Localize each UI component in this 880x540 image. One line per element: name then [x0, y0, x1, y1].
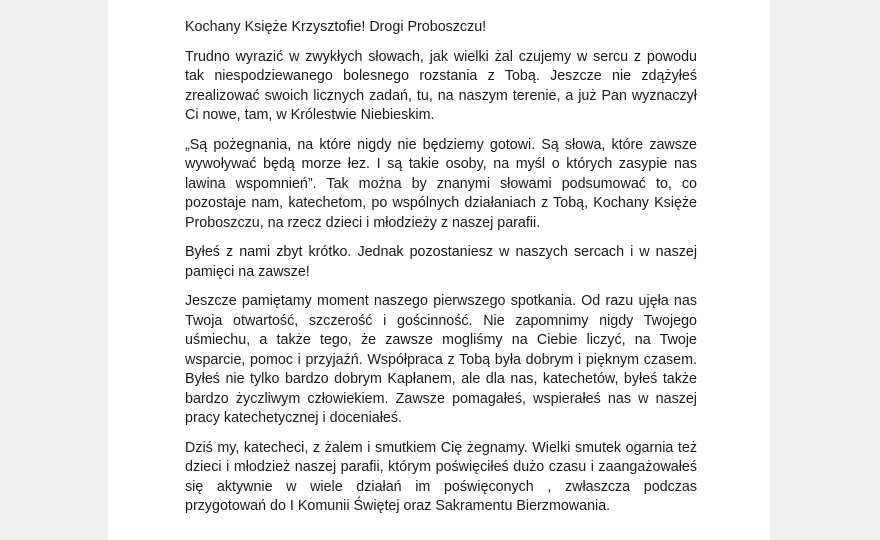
paragraph-line: Twoja otwartość, szczerość i gościnność. Nie zapomnimy nigdy Twojego: [185, 312, 697, 329]
paragraph-line: wsparcie, pomoc i przyjaźń. Współpraca z Tobą była dobrym i pięknym czasem.: [185, 351, 697, 368]
letter-paragraph: [185, 136, 697, 234]
paragraph-line: Proboszczu, na rzecz dzieci i młodzieży z naszej parafii.: [185, 214, 541, 231]
paragraph-line: się aktywnie w wiele działań im poświęconych , zwłaszcza podczas: [185, 478, 697, 495]
letter-paragraph: [185, 243, 697, 282]
paragraph-line: pracy katechetycznej i doceniałeś.: [185, 410, 402, 426]
paragraph-line: dzieci i młodzież naszej parafii, którym poświęciłeś dużo czasu i zaangażowałeś: [185, 459, 697, 475]
document-page: [108, 0, 770, 540]
paragraph-line: pozostaje nam, katechetom, po wspólnych działaniach z Tobą, Kochany Księże: [185, 195, 697, 211]
paragraph-line: uśmiechu, a także tego, że zawsze mogliśmy na Ciebie liczyć, na Twoje: [185, 332, 697, 348]
paragraph-line: pamięci na zawsze!: [185, 263, 310, 280]
paragraph-line: Byłeś nie tylko bardzo dobrym Kapłanem, ale dla nas, katechetów, byłeś także: [185, 371, 697, 387]
paragraph-line: zrealizować swoich licznych zadań, tu, na naszym terenie, a już Pan wyznaczył: [185, 87, 697, 104]
paragraph-line: lawina wspomnień”. Tak można by znanymi słowami podsumować to, co: [185, 175, 697, 192]
letter-paragraph: [185, 292, 697, 429]
paragraph-line: przygotowań do I Komunii Świętej oraz Sakramentu Bierzmowania.: [185, 498, 611, 514]
paragraph-line: Trudno wyrazić w zwykłych słowach, jak wielki żal czujemy w sercu z powodu: [185, 48, 697, 65]
letter-body: [185, 18, 697, 527]
letter-paragraph: [185, 439, 697, 517]
paragraph-line: bardzo życzliwym człowiekiem. Zawsze pomagałeś, wspierałeś nas w naszej: [185, 390, 697, 407]
letter-salutation: Kochany Księże Krzysztofie! Drogi Proboszczu!: [185, 19, 487, 35]
paragraph-line: Jeszcze pamiętamy moment naszego pierwszego spotkania. Od razu ujęła nas: [185, 293, 697, 309]
paragraph-line: wywoływać będą morze łez. I są takie osoby, na myśl o których zasypie nas: [185, 156, 697, 172]
letter-paragraph: [185, 48, 697, 126]
paragraph-line: „Są pożegnania, na które nigdy nie będziemy gotowi. Są słowa, które zawsze: [185, 136, 697, 153]
paragraph-line: Dziś my, katecheci, z żalem i smutkiem Cię żegnamy. Wielki smutek ogarnia też: [185, 439, 697, 456]
paragraph-line: Ci nowe, tam, w Królestwie Niebieskim.: [185, 107, 435, 123]
paragraph-line: Byłeś z nami zbyt krótko. Jednak pozostaniesz w naszych sercach i w naszej: [185, 244, 697, 260]
letter-paragraphs: [185, 48, 697, 517]
paragraph-line: tak niespodziewanego bolesnego rozstania z Tobą. Jeszcze nie zdążyłeś: [185, 68, 697, 84]
